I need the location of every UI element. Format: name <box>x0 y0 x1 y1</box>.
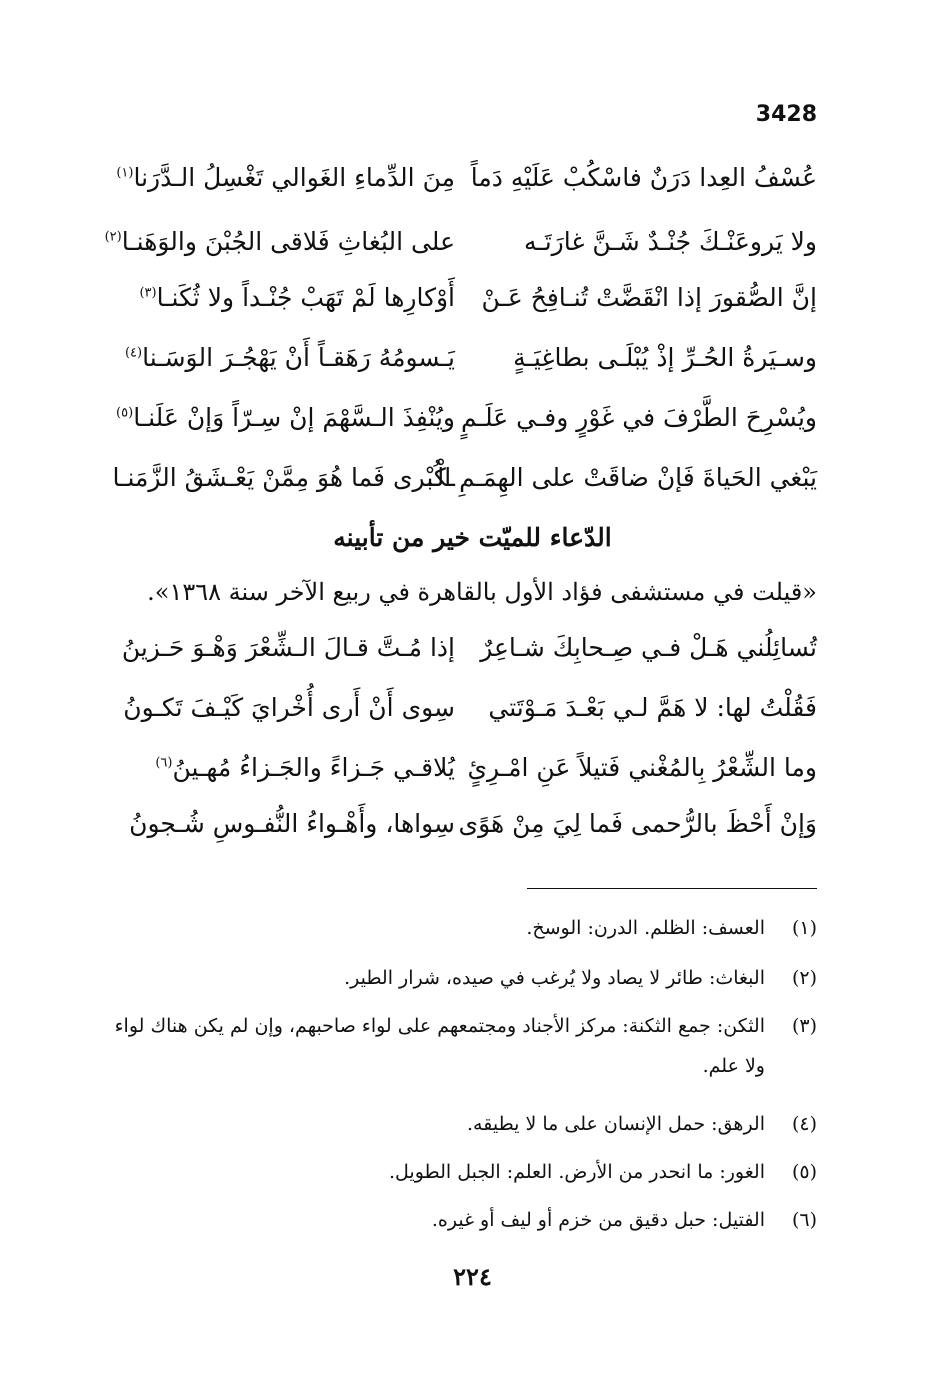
second-hemistich <box>115 628 455 668</box>
section-heading: الدّعاء للميّت خير من تأبينه <box>333 523 612 552</box>
verse-line <box>0 688 945 728</box>
page-number: ٢٢٤ <box>453 1262 492 1291</box>
first-hemistich: ولا يَروعَنْـكَ جُنْـدٌ شَـنَّ غارَتَـه <box>524 227 817 256</box>
footnote <box>102 1152 817 1192</box>
footnote <box>102 1104 817 1144</box>
footnote <box>102 958 817 998</box>
footnote-text: العسف: الظلم. الدرن: الوسخ. <box>526 917 765 939</box>
verse-line <box>0 158 945 198</box>
footnote <box>102 908 817 948</box>
first-hemistich: إنَّ الصُّقورَ إذا انْقَضَّتْ تُنـافِحُ عَـنْ <box>481 283 817 312</box>
footnote-mark: (٥) <box>116 405 134 421</box>
footnote-mark: (٤) <box>124 345 143 361</box>
first-hemistich: وسـيَرةُ الحُـرِّ إذْ يُبْلَـى بطاغِيَـةٍ <box>513 343 817 372</box>
footnote <box>102 1200 817 1240</box>
footnote-text: الفتيل: حبل دقيق من خزم أو ليف أو غيره. <box>431 1209 765 1231</box>
footnote-number: (٦) <box>791 1209 817 1231</box>
hemistich-text: سِواها، وأَهْـواءُ النُّفـوسِ شُـجونُ <box>129 809 455 838</box>
verse-line <box>0 222 945 262</box>
footnote-number: (٢) <box>791 967 817 989</box>
second-hemistich <box>115 338 455 378</box>
footnote-mark: (٢) <box>104 229 122 245</box>
footnote-number: (٥) <box>791 1161 817 1183</box>
footnote-text: الغور: ما انحدر من الأرض. العلم: الجبل الطويل. <box>388 1161 765 1183</box>
second-hemistich <box>115 278 455 318</box>
footnote-number: (٤) <box>791 1113 817 1135</box>
intro-note: «قيلت في مستشفى فؤاد الأول بالقاهرة في ربيع الآخر سنة ١٣٦٨». <box>147 578 817 606</box>
footnote-number: (٣) <box>791 1015 817 1037</box>
second-hemistich <box>115 398 455 438</box>
second-hemistich <box>112 458 455 498</box>
verse-line <box>0 458 945 498</box>
verse-line <box>0 748 945 788</box>
footnote-text: البغاث: طائر لا يصاد ولا يُرغب في صيده، شرار الطير. <box>344 967 765 989</box>
verse-line <box>0 628 945 668</box>
footnote-mark: (٦) <box>155 755 173 771</box>
hemistich-text: ـكُبْرى فَما هُوَ مِمَّنْ يَعْـشَقُ الزَّمَنـا <box>112 463 455 492</box>
hemistich-text: أَوْكارِها لَمْ تَهَبْ جُنْـداً ولا ثُكَنـا <box>156 283 455 312</box>
verse-line <box>0 338 945 378</box>
first-hemistich: ويُسْرِحَ الطَّرْفَ في غَوْرٍ وفـي عَلَـمٍ <box>461 403 817 432</box>
second-hemistich <box>115 158 455 198</box>
footnote-mark: (١) <box>116 165 134 181</box>
hemistich-text: مِنَ الدِّماءِ الغَوالي تَغْسِلُ الـدَّرَنا <box>133 163 455 192</box>
hemistich-text: يَـسومُهُ رَهَقـاً أَنْ يَهْجُـرَ الوَسَـنا <box>142 343 455 372</box>
footnote-separator <box>527 888 817 889</box>
first-hemistich: فَقُلْتُ لها: لا هَمَّ لـي بَعْـدَ مَـوْتَتي <box>488 693 817 722</box>
footnote-number: (١) <box>791 917 817 939</box>
footnote-mark: (٣) <box>139 285 157 301</box>
first-hemistich: تُسائِلُني هَـلْ فـي صِـحابِكَ شـاعِرٌ <box>480 633 817 662</box>
page-id: 3428 <box>755 102 817 127</box>
hemistich-text: يُلاقـي جَـزاءً والجَـزاءُ مُهـينُ <box>172 753 455 782</box>
hemistich-text: إذا مُـتَّ قـالَ الـشِّعْرَ وَهْـوَ حَـزينُ <box>121 633 455 662</box>
hemistich-text: ويُنْفِذَ الـسَّهْمَ إنْ سِـرّاً وَإنْ عَلَنـا <box>133 403 455 432</box>
hemistich-text: على البُغاثِ فَلاقى الجُبْنَ والوَهَنـا <box>121 227 455 256</box>
first-hemistich: وَإنْ أَحْظَ بالرُّحمى فَما لِيَ مِنْ هَوًى <box>458 809 817 838</box>
second-hemistich <box>115 804 455 844</box>
verse-line <box>0 804 945 844</box>
second-hemistich <box>104 222 455 262</box>
first-hemistich: عُسْفُ العِدا دَرَنٌ فاسْكُبْ عَلَيْهِ دَماً <box>470 163 817 192</box>
verse-line <box>0 398 945 438</box>
footnote-text: الرهق: حمل الإنسان على ما لا يطيقه. <box>467 1113 765 1135</box>
second-hemistich <box>115 688 455 728</box>
verse-line <box>0 278 945 318</box>
second-hemistich <box>115 748 455 788</box>
footnote-text: الثكن: جمع الثكنة: مركز الأجناد ومجتمعهم على لواء صاحبهم، وإن لم يكن هناك لواء ولا علم. <box>114 1015 765 1077</box>
hemistich-text: سِوى أَنْ أَرى أُخْرايَ كَيْـفَ تَكـونُ <box>123 693 455 722</box>
first-hemistich: وما الشِّعْرُ بِالمُغْني فَتيلاً عَنِ امْـرِئٍ <box>467 753 817 782</box>
footnote <box>102 1006 817 1086</box>
first-hemistich: يَبْغي الحَياةَ فَإنْ ضاقَتْ على الهِمَـمِ الْـ <box>429 463 817 492</box>
